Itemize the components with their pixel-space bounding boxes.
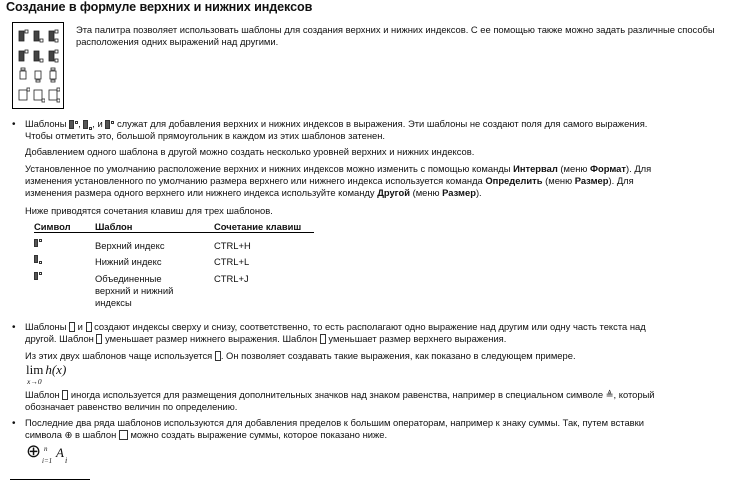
bullet1-para2: Добавлением одного шаблона в другой можно создать несколько уровней верхних и нижних индексов. <box>25 146 475 157</box>
text: и <box>75 321 86 332</box>
text: в шаблон <box>72 429 119 440</box>
subscript-template-icon <box>34 254 42 266</box>
intro-paragraph: Эта палитра позволяет использовать шаблоны для создания верхних и нижних индексов. С ее помощью также можно задать различные способы расположения одних выражений над другими. <box>76 24 715 47</box>
sum-subscript: i=1 <box>42 457 53 465</box>
bullet1-para3-line1 <box>25 163 651 175</box>
text: , <box>78 118 84 129</box>
text: Шаблоны <box>25 321 70 332</box>
table-row: Объединенные <box>95 273 162 284</box>
text: ). Для <box>608 175 634 186</box>
text: , и <box>92 118 106 129</box>
table-row: верхний и нижний <box>95 285 174 296</box>
bullet3-line2 <box>25 429 387 441</box>
defined-equal-icon: ≜ <box>605 389 614 400</box>
command-interval: Интервал <box>513 163 558 174</box>
table-cell-shortcut: CTRL+H <box>214 240 251 251</box>
sum-example <box>26 441 68 465</box>
text: . Он позволяет создавать такие выражения, как показано в следующем примере. <box>220 350 576 361</box>
big-operator-upper-template-icon[interactable] <box>15 85 30 105</box>
bullet3-line1: Последние два ряда шаблонов используются для добавления пределов к большим операторам, например к знаку суммы. Так, путем вставки <box>25 417 644 428</box>
table-row: Верхний индекс <box>95 240 165 251</box>
subscript-template-icon[interactable] <box>30 26 45 46</box>
table-header-shortcut: Сочетание клавиш <box>214 221 302 232</box>
bullet: • <box>12 119 16 130</box>
bullet1-para4: Ниже приводятся сочетания клавиш для трех шаблонов. <box>25 205 273 216</box>
limit-function: h(x) <box>45 362 67 377</box>
small-superscript-template-icon[interactable] <box>15 46 30 66</box>
underscript-template-icon[interactable] <box>30 66 45 86</box>
text: другой. Шаблон <box>25 333 97 344</box>
bullet2-line1 <box>25 321 646 333</box>
text: Из этих двух шаблонов чаще используется <box>25 350 215 361</box>
text: Шаблоны <box>25 118 70 129</box>
text: (меню <box>557 163 591 174</box>
text: уменьшает размер верхнего выражения. <box>325 333 507 344</box>
menu-size: Размер <box>442 187 476 198</box>
big-operator-both-template-icon[interactable] <box>46 85 61 105</box>
menu-format: Формат <box>590 163 626 174</box>
overscript-template-icon[interactable] <box>15 66 30 86</box>
superscript-template-icon[interactable] <box>15 26 30 46</box>
text: Установленное по умолчанию расположение верхних и нижних индексов можно изменить с помощью команды <box>25 163 514 174</box>
text: (меню <box>409 187 443 198</box>
table-header-template: Шаблон <box>95 221 133 232</box>
text: (меню <box>542 175 575 186</box>
text: изменения размера одного верхнего или нижнего индекса используйте команду <box>25 187 378 198</box>
text: ). Для <box>625 163 652 174</box>
bullet2-para3-line1 <box>25 389 655 401</box>
bullet: • <box>12 418 16 429</box>
sub-superscript-template-icon[interactable] <box>46 26 61 46</box>
limit-example <box>26 362 67 386</box>
text: Шаблон <box>25 389 63 400</box>
superscript-template-icon <box>34 238 42 250</box>
big-operator-lower-template-icon[interactable] <box>30 85 45 105</box>
small-sub-superscript-template-icon[interactable] <box>46 46 61 66</box>
table-row: Нижний индекс <box>95 256 162 267</box>
command-other: Другой <box>377 187 410 198</box>
sum-superscript: n <box>44 445 48 453</box>
bullet: • <box>12 322 16 333</box>
text: изменения установленного по умолчанию размера верхнего или нижнего индекса используется команда <box>25 175 486 186</box>
small-subscript-template-icon[interactable] <box>30 46 45 66</box>
table-cell-shortcut: CTRL+J <box>214 273 249 284</box>
limit-subscript: x→0 <box>27 377 42 386</box>
bullet1-para3-line2 <box>25 175 634 187</box>
sub-superscript-template-icon <box>34 271 42 283</box>
text: символа <box>25 429 65 440</box>
text: , который <box>613 389 655 400</box>
command-define: Определить <box>485 175 543 186</box>
big-operator-template-icon <box>119 430 128 440</box>
subscript-superscript-palette <box>12 22 64 109</box>
lim-operator: lim <box>26 362 44 377</box>
sum-term: A <box>56 445 64 460</box>
oplus-icon: ⊕ <box>64 429 73 440</box>
text: ). <box>475 187 482 198</box>
bullet1-para3-line3 <box>25 187 482 199</box>
table-header-rule <box>34 232 314 233</box>
text: можно создать выражение суммы, которое показано ниже. <box>127 429 388 440</box>
table-cell-shortcut: CTRL+L <box>214 256 250 267</box>
oplus-operator: ⊕ <box>26 441 42 461</box>
page-title: Создание в формуле верхних и нижних индексов <box>6 0 313 14</box>
bullet2-para3-line2: обозначает равенство величин по определению. <box>25 401 238 412</box>
footer-rule <box>10 479 90 480</box>
table-header-symbol: Символ <box>34 221 71 232</box>
text: создают индексы сверху и снизу, соответственно, то есть располагают одно выражение над другим или одну часть текста над <box>91 321 646 332</box>
bullet2-line2 <box>25 333 506 345</box>
text: уменьшает размер нижнего выражения. Шаблон <box>102 333 320 344</box>
menu-size: Размер <box>574 175 609 186</box>
bullet1-line2: Чтобы отметить это, большой прямоугольник в каждом из этих шаблонов затенен. <box>25 130 386 141</box>
sum-term-index: i <box>65 456 68 465</box>
text: иногда используется для размещения дополнительных значков над знаком равенства, например в специальном символе <box>68 389 606 400</box>
bullet2-para2 <box>25 350 576 362</box>
over-underscript-template-icon[interactable] <box>46 66 61 86</box>
text: служат для добавления верхних и нижних индексов в выражения. Эти шаблоны не создают поля для самого выражения. <box>114 118 648 129</box>
table-row: индексы <box>95 297 132 308</box>
